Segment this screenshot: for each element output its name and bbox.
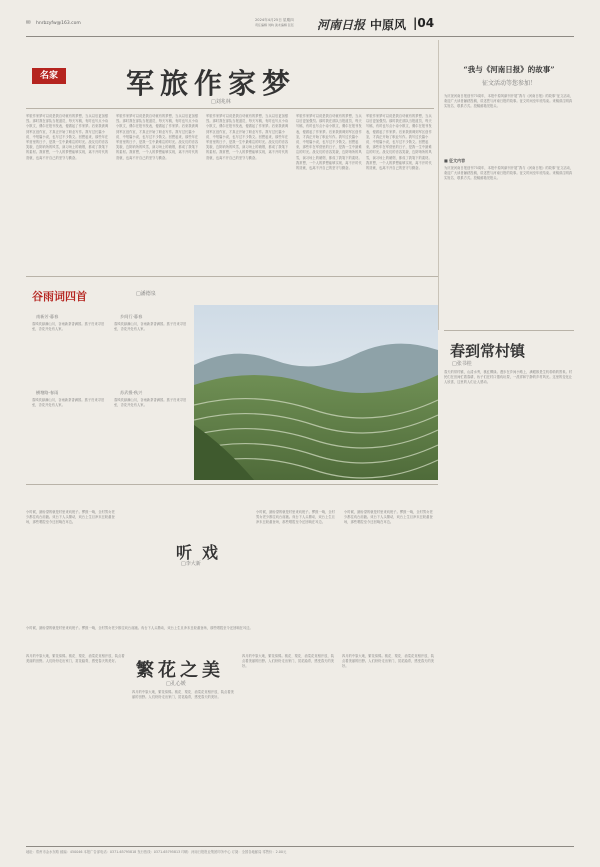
flowers-body-1: 四月的中原大地，繁花似锦。桃花、梨花、油菜花竞相开放，装点着美丽的田野。人们纷纷走出家门，赏花踏青，感受春天的美好。 [26, 654, 125, 664]
notice-subtitle: 征文活动等您参加！ [481, 80, 536, 87]
feature-title: 军旅作家梦 [126, 67, 297, 100]
feature-body-col5: 军旅作家梦可以说是我自幼就有的梦想，当兵以后更加强烈。那时我在部队当报道员，每天写稿，有时也写点小诗小散文，偶尔在报刊发表，便做起了作家梦。后来我被调到军区创作室，才真正开始了职业写作。我写过长篇小说、中短篇小说，也写过不少散文。回想起来，那些年在军营里的日子，是我一生中最难忘的时光。战友们的音容笑貌，边防哨所的风雪，演习场上的硝烟，都成了我笔下的素材。我常想，一个人的梦想能够实现，离不开时代的造就，也离不开自己的坚守与勤奋。 [366, 114, 432, 171]
section-rule-2 [444, 330, 574, 331]
footer-rule [26, 846, 574, 847]
paper-logo: 河南日报 [317, 18, 366, 32]
page-number: |04 [413, 16, 435, 30]
opera-article [26, 488, 438, 588]
opera-title: 听戏 [176, 543, 229, 562]
notice-body-2: 为庆祝河南日报创刊75周年，本报中原风副刊开展“我与《河南日报》的故事”征文活动，欢迎广大读者踊跃投稿，讲述您与河南日报的故事。征文时间至年底结束。来稿请注明真实姓名、联系方式。投稿邮箱见报头。 [444, 166, 574, 181]
flowers-article [26, 654, 438, 844]
opera-author: □李大新 [181, 561, 201, 567]
editor-text: 责任编辑 刘昀 美术编辑 张钰 [255, 23, 294, 27]
masthead-date [255, 18, 315, 28]
poem-author: □潘德泉 [136, 291, 156, 297]
flowers-body-4: 四月的中原大地，繁花似锦。桃花、梨花、油菜花竞相开放，装点着美丽的田野。人们纷纷走出家门，赏花踏青，感受春天的美好。 [342, 654, 435, 669]
notice-title: “我与《河南日报》的故事” [463, 65, 555, 74]
opera-body-4: 小时候，最盼望的就是村里来戏班子。锣鼓一响，全村男女老少都往戏台前跑。戏台下人头攒动，戏台上生旦净末丑轮番登场，那些唱腔至今还回响在耳边。 [26, 626, 253, 630]
masthead-rule [26, 36, 574, 37]
flowers-body-2: 四月的中原大地，繁花似锦。桃花、梨花、油菜花竞相开放，装点着美丽的田野。人们纷纷走出家门，赏花踏青，感受春天的美好。 [132, 690, 234, 700]
poem-sub-3: 横塘路·春雨 [36, 390, 59, 395]
feature-rule [26, 108, 434, 109]
poem-body-2: 春风吹绿满山川，谷雨新茶香满园。燕子归来寻旧垒，杏花开处有人家。 [114, 322, 187, 332]
feature-body-col3: 军旅作家梦可以说是我自幼就有的梦想，当兵以后更加强烈。那时我在部队当报道员，每天写稿，有时也写点小诗小散文，偶尔在报刊发表，便做起了作家梦。后来我被调到军区创作室，才真正开始了职业写作。我写过长篇小说、中短篇小说，也写过不少散文。回想起来，那些年在军营里的日子，是我一生中最难忘的时光。战友们的音容笑貌，边防哨所的风雪，演习场上的硝烟，都成了我笔下的素材。我常想，一个人的梦想能够实现，离不开时代的造就，也离不开自己的坚守与勤奋。 [206, 114, 289, 160]
feature-body-col2: 军旅作家梦可以说是我自幼就有的梦想，当兵以后更加强烈。那时我在部队当报道员，每天写稿，有时也写点小诗小散文，偶尔在报刊发表，便做起了作家梦。后来我被调到军区创作室，才真正开始了职业写作。我写过长篇小说、中短篇小说，也写过不少散文。回想起来，那些年在军营里的日子，是我一生中最难忘的时光。战友们的音容笑貌，边防哨所的风雪，演习场上的硝烟，都成了我笔下的素材。我常想，一个人的梦想能够实现，离不开时代的造就，也离不开自己的坚守与勤奋。 [116, 114, 199, 160]
poem-body-3: 春风吹绿满山川，谷雨新茶香满园。燕子归来寻旧垒，杏花开处有人家。 [32, 398, 105, 408]
email-icon: ✉ [26, 20, 31, 26]
flowers-author: □孔心媛 [166, 681, 186, 687]
feature-body-col1: 军旅作家梦可以说是我自幼就有的梦想，当兵以后更加强烈。那时我在部队当报道员，每天写稿，有时也写点小诗小散文，偶尔在报刊发表，便做起了作家梦。后来我被调到军区创作室，才真正开始了职业写作。我写过长篇小说、中短篇小说，也写过不少散文。回想起来，那些年在军营里的日子，是我一生中最难忘的时光。战友们的音容笑貌，边防哨所的风雪，演习场上的硝烟，都成了我笔下的素材。我常想，一个人的梦想能够实现，离不开时代的造就，也离不开自己的坚守与勤奋。 [26, 114, 109, 160]
feature-article [26, 40, 434, 270]
spring-body: 春天的常村镇，山清水秀，桃红柳绿。漫步在乡间小路上，满眼都是生机勃勃的景象。村民们在田间忙着春耕，孩子们在村口嬉戏玩耍，一派祥和宁静的乡村风光。这里的变化让人欣喜，这里的人们让人感动。 [444, 370, 573, 385]
notice-box [444, 50, 574, 320]
section-name: 中原风 [370, 18, 407, 32]
flowers-body-3: 四月的中原大地，繁花似锦。桃花、梨花、油菜花竞相开放，装点着美丽的田野。人们纷纷走出家门，赏花踏青，感受春天的美好。 [242, 654, 335, 669]
poem-sub-2: 乡间行·暮春 [120, 314, 143, 319]
section-rule-1 [26, 276, 438, 277]
notice-body-1: 为庆祝河南日报创刊75周年，本报中原风副刊开展“我与《河南日报》的故事”征文活动，欢迎广大读者踊跃投稿，讲述您与河南日报的故事。征文时间至年底结束。来稿请注明真实姓名、联系方式。投稿邮箱见报头。 [444, 94, 574, 109]
terrace-photo [194, 305, 438, 480]
spring-article [444, 334, 574, 844]
poem-block [26, 280, 192, 480]
date-text: 2024年4月25日 星期四 [255, 18, 294, 22]
feature-author: □刘兆林 [211, 99, 231, 105]
poem-sub-4: 苏武慢·秋兴 [120, 390, 143, 395]
footer-text: 地址：郑州市金水东路 邮编：450046 本报广告部电话：0371-65795818 发行热线：0371-65795813 印刷：河南日报报业集团印务中心 订阅：全国各地邮局 零售价：2.00元 [26, 850, 287, 854]
masthead-email: hnrbzyfw@163.com [36, 21, 81, 26]
section-rule-3 [26, 484, 438, 485]
badge: 名家 [32, 68, 66, 84]
opera-body-1: 小时候，最盼望的就是村里来戏班子。锣鼓一响，全村男女老少都往戏台前跑。戏台下人头攒动，戏台上生旦净末丑轮番登场，那些唱腔至今还回响在耳边。 [26, 510, 115, 525]
opera-body-3: 小时候，最盼望的就是村里来戏班子。锣鼓一响，全村男女老少都往戏台前跑。戏台下人头攒动，戏台上生旦净末丑轮番登场，那些唱腔至今还回响在耳边。 [344, 510, 433, 525]
flowers-title: 繁花之美 [136, 660, 224, 681]
page-number-text: 04 [417, 16, 435, 30]
poem-body-4: 春风吹绿满山川，谷雨新茶香满园。燕子归来寻旧垒，杏花开处有人家。 [114, 398, 187, 408]
poem-title: 谷雨词四首 [32, 290, 87, 303]
notice-heading: ■ 征文内容 [444, 158, 466, 163]
opera-body-2: 小时候，最盼望的就是村里来戏班子。锣鼓一响，全村男女老少都往戏台前跑。戏台下人头攒动，戏台上生旦净末丑轮番登场，那些唱腔至今还回响在耳边。 [256, 510, 335, 525]
spring-author: □张书桂 [452, 361, 472, 367]
feature-body-col4: 军旅作家梦可以说是我自幼就有的梦想，当兵以后更加强烈。那时我在部队当报道员，每天写稿，有时也写点小诗小散文，偶尔在报刊发表，便做起了作家梦。后来我被调到军区创作室，才真正开始了职业写作。我写过长篇小说、中短篇小说，也写过不少散文。回想起来，那些年在军营里的日子，是我一生中最难忘的时光。战友们的音容笑貌，边防哨所的风雪，演习场上的硝烟，都成了我笔下的素材。我常想，一个人的梦想能够实现，离不开时代的造就，也离不开自己的坚守与勤奋。 [296, 114, 362, 171]
spring-title: 春到常村镇 [450, 342, 526, 360]
poem-sub-1: 南新芳·暮春 [36, 314, 59, 319]
poem-body-1: 春风吹绿满山川，谷雨新茶香满园。燕子归来寻旧垒，杏花开处有人家。 [32, 322, 105, 332]
right-divider [438, 40, 439, 330]
